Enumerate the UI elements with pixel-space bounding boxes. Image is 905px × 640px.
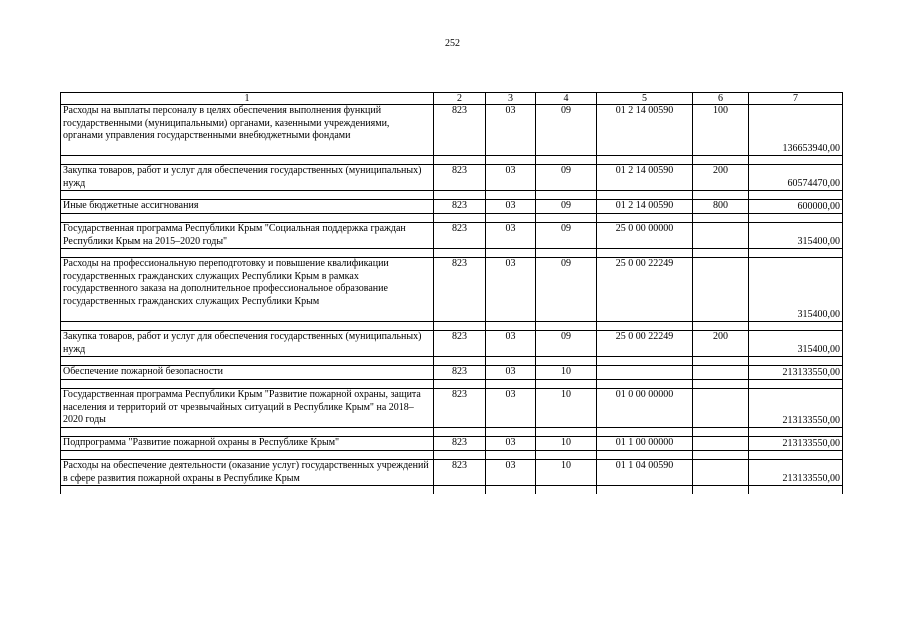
cell-amount: 315400,00 [749,258,843,322]
cell-code-2: 823 [434,460,486,486]
table-row [61,460,843,486]
row-description: Государственная программа Республики Крым "Развитие пожарной охраны, защита населения и территорий от чрезвычайных ситуаций в Республике Крым" на 2018–2020 годы [61,389,434,428]
cell-code-3: 03 [486,165,536,191]
cell-code-2: 823 [434,105,486,156]
column-header: 1 [61,93,434,105]
table-row [61,437,843,451]
row-description: Обеспечение пожарной безопасности [61,366,434,380]
cell-code-3: 03 [486,105,536,156]
row-spacer [61,214,843,223]
row-description: Расходы на профессиональную переподготовку и повышение квалификации государственных гражданских служащих Республики Крым в рамках государственного заказа на дополнительное профессиональное образование государственных гражданских служащих Республики Крым [61,258,434,322]
row-description: Расходы на обеспечение деятельности (оказание услуг) государственных учреждений в сфере развития пожарной охраны в Республике Крым [61,460,434,486]
cell-code-3: 03 [486,437,536,451]
row-description: Закупка товаров, работ и услуг для обеспечения государственных (муниципальных) нужд [61,165,434,191]
page-number: 252 [445,38,460,49]
cell-code-4: 09 [536,165,597,191]
cell-code-3: 03 [486,460,536,486]
cell-code-4: 10 [536,437,597,451]
row-spacer [61,322,843,331]
column-header: 7 [749,93,843,105]
column-header: 5 [597,93,693,105]
table-row [61,223,843,249]
cell-code-2: 823 [434,200,486,214]
cell-amount: 213133550,00 [749,437,843,451]
cell-code-3: 03 [486,258,536,322]
row-spacer [61,380,843,389]
cell-code-2: 823 [434,389,486,428]
cell-amount: 60574470,00 [749,165,843,191]
row-description: Подпрограмма "Развитие пожарной охраны в Республике Крым" [61,437,434,451]
cell-code-5 [597,366,693,380]
cell-code-4: 09 [536,105,597,156]
cell-code-2: 823 [434,437,486,451]
cell-amount: 213133550,00 [749,366,843,380]
column-header: 4 [536,93,597,105]
cell-code-6: 800 [693,200,749,214]
cell-code-4: 09 [536,258,597,322]
cell-code-6 [693,389,749,428]
cell-code-4: 10 [536,460,597,486]
cell-code-5: 01 0 00 00000 [597,389,693,428]
cell-code-5: 01 1 04 00590 [597,460,693,486]
cell-code-6 [693,258,749,322]
row-description: Расходы на выплаты персоналу в целях обеспечения выполнения функций государственными (муниципальными) органами, казенными учреждениями, органами управления государственными внебюджетными фондами [61,105,434,156]
cell-code-3: 03 [486,331,536,357]
table-row [61,105,843,156]
cell-code-2: 823 [434,331,486,357]
table-row [61,366,843,380]
cell-amount: 315400,00 [749,331,843,357]
row-description: Иные бюджетные ассигнования [61,200,434,214]
cell-code-6 [693,460,749,486]
cell-code-6 [693,366,749,380]
cell-code-6: 100 [693,105,749,156]
table-row [61,331,843,357]
table-row [61,165,843,191]
cell-code-5: 01 2 14 00590 [597,200,693,214]
table-row [61,258,843,322]
cell-code-6: 200 [693,165,749,191]
row-spacer [61,451,843,460]
cell-code-3: 03 [486,200,536,214]
cell-code-6 [693,437,749,451]
cell-code-2: 823 [434,258,486,322]
cell-code-5: 01 1 00 00000 [597,437,693,451]
cell-code-2: 823 [434,165,486,191]
budget-table [60,92,843,494]
cell-code-5: 25 0 00 22249 [597,331,693,357]
cell-code-4: 10 [536,366,597,380]
cell-code-4: 10 [536,389,597,428]
cell-amount: 600000,00 [749,200,843,214]
table-row [61,389,843,428]
row-spacer [61,156,843,165]
cell-code-5: 25 0 00 00000 [597,223,693,249]
cell-amount: 315400,00 [749,223,843,249]
cell-code-4: 09 [536,200,597,214]
row-spacer [61,428,843,437]
cell-code-3: 03 [486,389,536,428]
row-spacer [61,357,843,366]
column-header: 6 [693,93,749,105]
column-header: 3 [486,93,536,105]
cell-amount: 136653940,00 [749,105,843,156]
cell-code-4: 09 [536,223,597,249]
row-spacer [61,249,843,258]
cell-code-2: 823 [434,366,486,380]
cell-amount: 213133550,00 [749,460,843,486]
cell-code-5: 01 2 14 00590 [597,105,693,156]
column-header: 2 [434,93,486,105]
table-row [61,200,843,214]
cell-code-3: 03 [486,223,536,249]
cell-code-3: 03 [486,366,536,380]
row-description: Государственная программа Республики Крым "Социальная поддержка граждан Республики Крым на 2015–2020 годы" [61,223,434,249]
cell-code-2: 823 [434,223,486,249]
cell-code-4: 09 [536,331,597,357]
cell-code-5: 01 2 14 00590 [597,165,693,191]
cell-code-5: 25 0 00 22249 [597,258,693,322]
cell-amount: 213133550,00 [749,389,843,428]
cell-code-6 [693,223,749,249]
table-header-row [61,93,843,105]
row-spacer [61,486,843,495]
cell-code-6: 200 [693,331,749,357]
row-description: Закупка товаров, работ и услуг для обеспечения государственных (муниципальных) нужд [61,331,434,357]
row-spacer [61,191,843,200]
